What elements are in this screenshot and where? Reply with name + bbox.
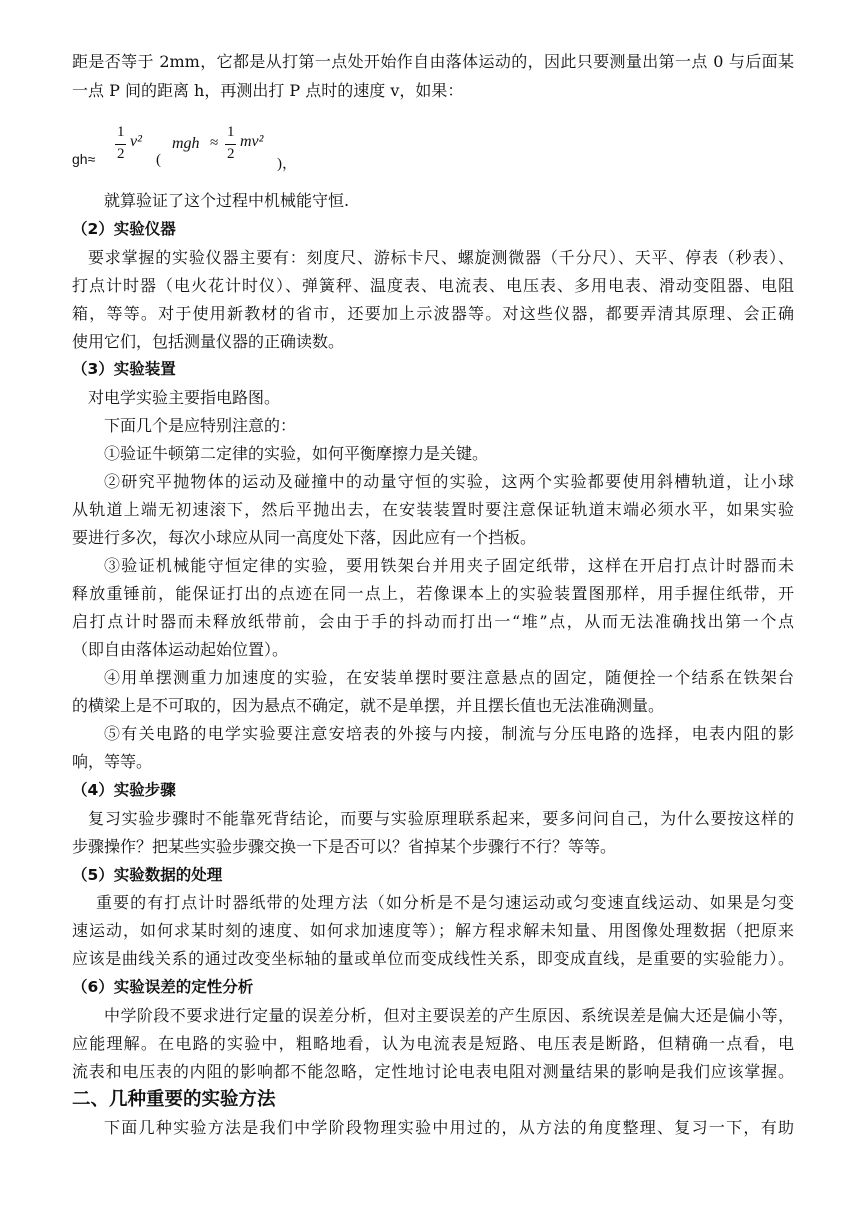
apparatus-item-2-line-2: 从轨道上端无初速滚下，然后平抛出去，在安装装置时要注意保证轨道末端必须水平，如果实验 xyxy=(72,500,794,519)
data-processing-line-2: 速运动，如何求某时刻的速度、如何求加速度等）；解方程求解未知量、用图像处理数据（把原来 xyxy=(72,921,794,940)
formula-approx: ≈ xyxy=(210,135,219,151)
apparatus-item-3-line-3: 启打点计时器而未释放纸带前，会由于手的抖动而打出一“堆”点，从而无法准确找出第一个点 xyxy=(72,612,794,631)
apparatus-item-4-line-1: ④用单摆测重力加速度的实验，在安装单摆时要注意悬点的固定，随便拴一个结系在铁架台 xyxy=(104,668,794,687)
conclusion-text: 就算验证了这个过程中机械能守恒. xyxy=(104,191,350,210)
formula-frac1-denominator: 2 xyxy=(117,146,125,162)
instruments-line-1: 要求掌握的实验仪器主要有：刻度尺、游标卡尺、螺旋测微器（千分尺）、天平、停表（秒表）、 xyxy=(88,248,794,267)
apparatus-item-3-line-2: 释放重锤前，能保证打出的点迹在同一点上，若像课本上的实验装置图那样，用手握住纸带，开 xyxy=(72,584,794,603)
data-processing-line-3: 应该是曲线关系的通过改变坐标轴的量或单位而变成线性关系，即变成直线，是重要的实验能力）。 xyxy=(72,949,794,968)
section-heading-steps: （4）实验步骤 xyxy=(72,781,176,799)
apparatus-item-4-line-2: 的横梁上是不可取的，因为悬点不确定，就不是单摆，并且摆长值也无法准确测量。 xyxy=(72,696,665,715)
apparatus-intro: 对电学实验主要指电路图。 xyxy=(88,388,281,407)
formula-frac1-bar xyxy=(115,144,126,145)
formula-frac2-denominator: 2 xyxy=(227,146,235,162)
steps-line-1: 复习实验步骤时不能靠死背结论，而要与实验原理联系起来，要多问问自己，为什么要按这样的 xyxy=(88,809,794,828)
apparatus-note: 下面几个是应特别注意的： xyxy=(104,416,297,435)
instruments-line-3: 箱，等等。对于使用新教材的省市，还要加上示波器等。对这些仪器，都要弄清其原理、会正确 xyxy=(72,304,794,323)
instruments-line-2: 打点计时器（电火花计时仪）、弹簧秤、温度表、电流表、电压表、多用电表、滑动变阻器、电阻 xyxy=(72,276,794,295)
energy-formula xyxy=(72,118,372,174)
section-heading-apparatus: （3）实验装置 xyxy=(72,360,176,378)
error-analysis-line-1: 中学阶段不要求进行定量的误差分析，但对主要误差的产生原因、系统误差是偏大还是偏小等， xyxy=(104,1006,794,1025)
formula-mgh: mgh xyxy=(172,135,200,152)
intro-line-2: 一点 P 间的距离 h，再测出打 P 点时的速度 v，如果： xyxy=(72,81,464,100)
apparatus-item-5-line-1: ⑤有关电路的电学实验要注意安培表的外接与内接，制流与分压电路的选择，电表内阻的影 xyxy=(104,724,794,743)
apparatus-item-1: ①验证牛顿第二定律的实验，如何平衡摩擦力是关键。 xyxy=(104,444,489,463)
section-heading-data-processing: （5）实验数据的处理 xyxy=(72,866,223,884)
apparatus-item-2-line-1: ②研究平抛物体的运动及碰撞中的动量守恒的实验，这两个实验都要使用斜槽轨道，让小球 xyxy=(104,472,794,491)
error-analysis-line-3: 流表和电压表的内阻的影响都不能忽略，定性地讨论电表电阻对测量结果的影响是我们应该掌握。 xyxy=(72,1062,794,1081)
section-heading-error-analysis: （6）实验误差的定性分析 xyxy=(72,978,254,996)
formula-frac2-numerator: 1 xyxy=(227,124,235,140)
formula-frac1-numerator: 1 xyxy=(117,124,125,140)
intro-line-1: 距是否等于 2mm，它都是从打第一点处开始作自由落体运动的，因此只要测量出第一点 0 与后面某 xyxy=(72,52,794,71)
formula-paren-close: )， xyxy=(277,156,297,172)
data-processing-line-1: 重要的有打点计时器纸带的处理方法（如分析是不是匀速运动或匀变速直线运动、如果是匀变 xyxy=(96,893,794,912)
instruments-line-4: 使用它们，包括测量仪器的正确读数。 xyxy=(72,332,345,351)
formula-paren-open: ( xyxy=(156,152,161,168)
apparatus-item-2-line-3: 要进行多次，每次小球应从同一高度处下落，因此应有一个挡板。 xyxy=(72,528,537,547)
part-two-heading: 二、几种重要的实验方法 xyxy=(72,1089,276,1110)
apparatus-item-5-line-2: 响，等等。 xyxy=(72,752,153,771)
apparatus-item-3-line-4: （即自由落体运动起始位置）。 xyxy=(72,640,289,659)
formula-mv-squared: mv² xyxy=(240,133,264,150)
formula-v-squared: v² xyxy=(130,133,142,150)
part-two-intro-line: 下面几种实验方法是我们中学阶段物理实验中用过的，从方法的角度整理、复习一下，有助 xyxy=(104,1118,794,1137)
steps-line-2: 步骤操作？把某些实验步骤交换一下是否可以？省掉某个步骤行不行？等等。 xyxy=(72,837,617,856)
section-heading-instruments: （2）实验仪器 xyxy=(72,220,176,238)
formula-lhs: gh≈ xyxy=(72,151,96,167)
error-analysis-line-2: 应能理解。在电路的实验中，粗略地看，认为电流表是短路、电压表是断路，但精确一点看，电 xyxy=(72,1034,794,1053)
formula-frac2-bar xyxy=(225,144,236,145)
apparatus-item-3-line-1: ③验证机械能守恒定律的实验，要用铁架台并用夹子固定纸带，这样在开启打点计时器而未 xyxy=(104,556,794,575)
